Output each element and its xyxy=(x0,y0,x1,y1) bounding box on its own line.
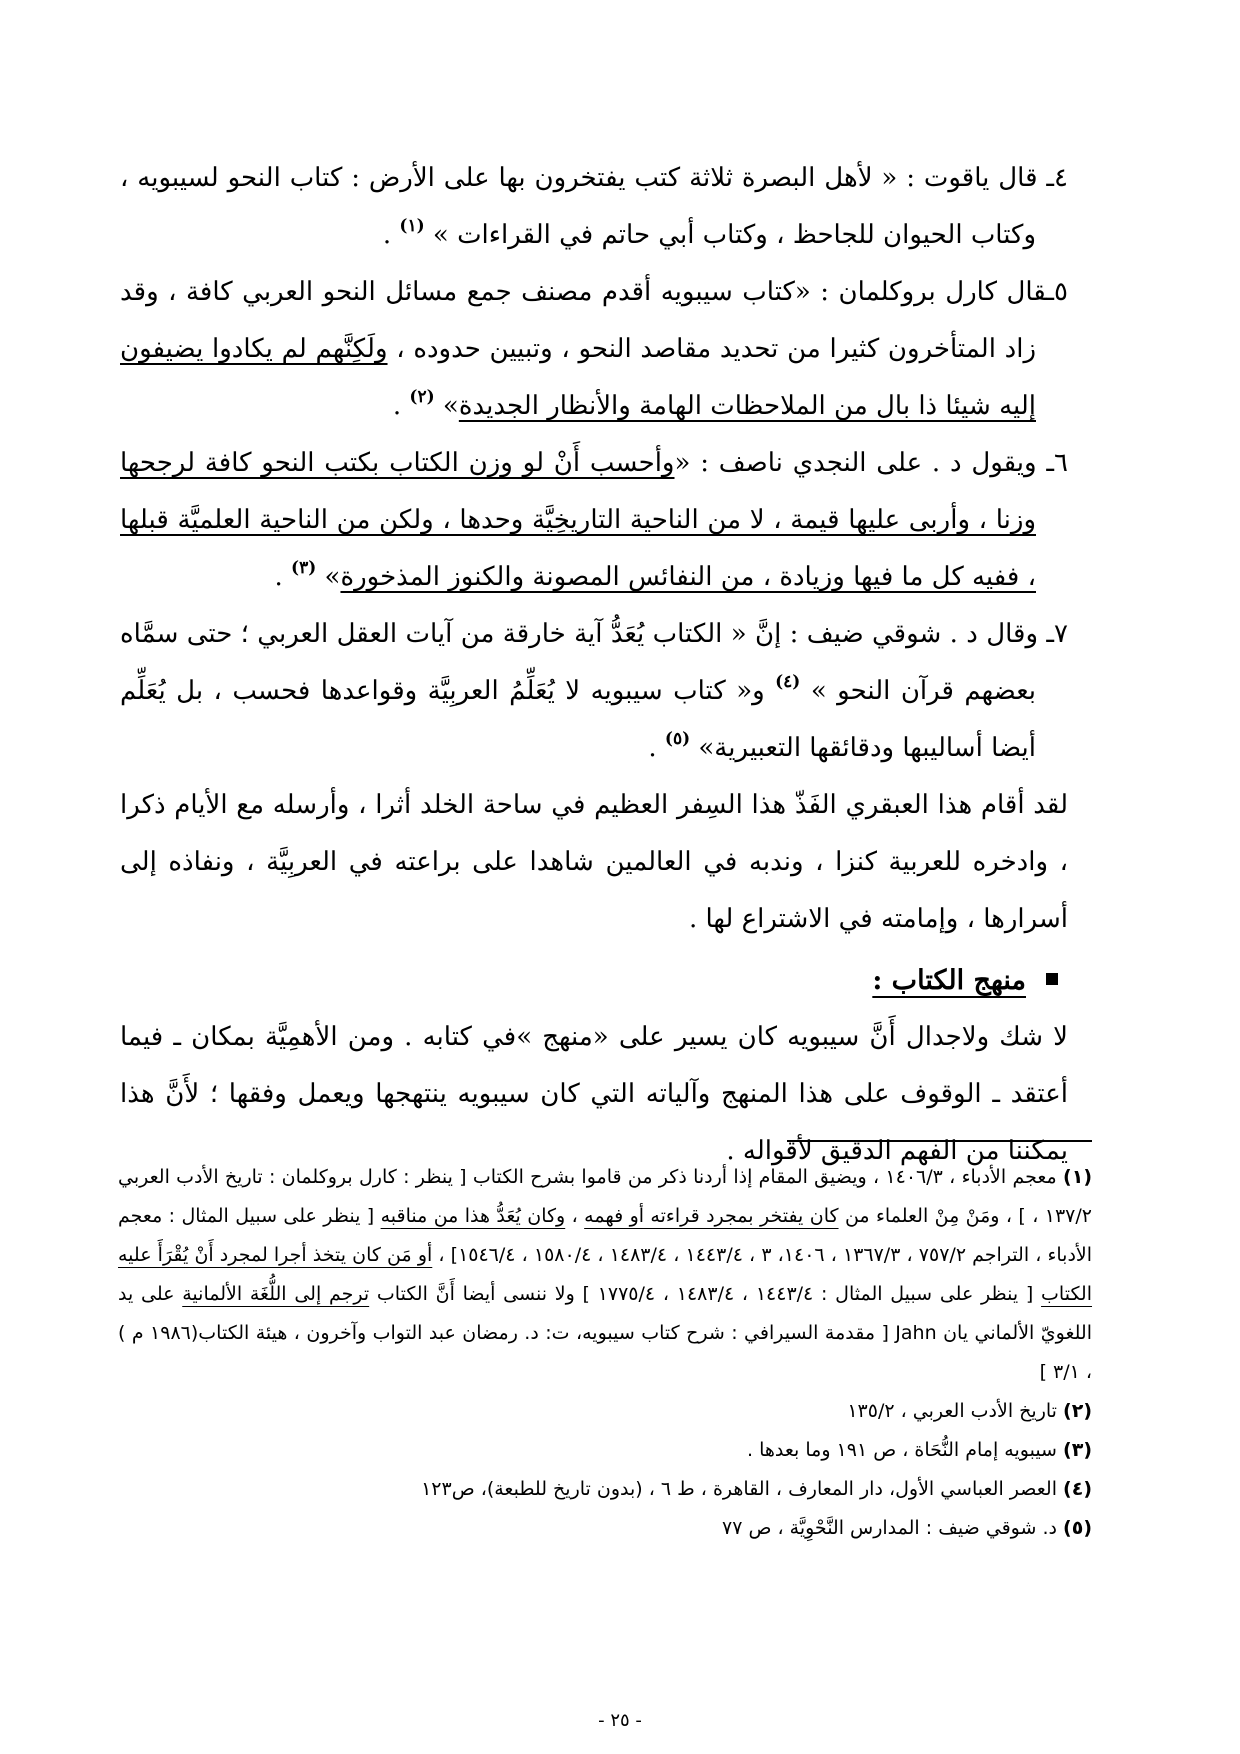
main-text xyxy=(120,150,1068,1180)
footnote-4 xyxy=(118,1470,1092,1509)
quote-item-4 xyxy=(120,150,1068,264)
item-7-end: . xyxy=(648,733,665,763)
footnote-3-number: (٣) xyxy=(1063,1439,1092,1461)
footnote-4-text: العصر العباسي الأول، دار المعارف ، القاهرة ، ط ٦ ، (بدون تاريخ للطبعة)، ص١٢٣ xyxy=(421,1478,1064,1500)
footnote-1-text-b: ، xyxy=(565,1205,585,1227)
footnote-1-underline-3: أو مَن كان يتخذ أجرا لمجرد أَنْ يُقْرَأَ عليه الكتاب xyxy=(118,1244,1093,1305)
paragraph-1: لقد أقام هذا العبقري الفَذّ هذا السِفر العظيم في ساحة الخلد أثرا ، وأرسله مع الأيام ذكرا ، وادخره للعربية كنزا ، وندبه في العالمين شاهدا على براعته في العربِيَّة ، ونفاذه إلى أسرارها ، وإمامته في الاشتراع لها . xyxy=(120,790,1068,934)
item-4-end: . xyxy=(382,220,400,250)
footnote-separator xyxy=(787,1140,1092,1142)
footnote-3-text: سيبويه إمام النُّحَاة ، ص ١٩١ وما بعدها . xyxy=(747,1439,1064,1461)
item-5-end: . xyxy=(392,391,410,421)
item-6-close-quote: » xyxy=(324,562,341,592)
footnotes xyxy=(118,1158,1092,1548)
footnote-1-number: (١) xyxy=(1063,1166,1092,1188)
footnote-2-text: تاريخ الأدب العربي ، ١٣٥/٢ xyxy=(847,1400,1064,1422)
paragraph-2: لا شك ولاجدال أَنَّ سيبويه كان يسير على «منهج »في كتابه . ومن الأهمِيَّة بمكان ـ فيما أعتقد ـ الوقوف على هذا المنهج وآلياته التي كان سيبويه ينتهجها ويعمل وفقها ؛ لأَنَّ هذا يمكننا من الفهم الدقيق لأقواله . xyxy=(120,1022,1068,1166)
footnote-5-number: (٥) xyxy=(1063,1517,1092,1539)
footnote-1-text-a: معجم الأدباء ، ١٤٠٦/٣ ، ويضيق المقام إذا أردنا ذكر من قاموا بشرح الكتاب [ ينظر : كارل بروكلمان : تاريخ الأدب العربي ١٣٧/٢ ، ] ، ومَنْ مِنْ العلماء من xyxy=(118,1166,1092,1227)
quote-item-5 xyxy=(120,264,1068,435)
footnote-4-number: (٤) xyxy=(1063,1478,1092,1500)
footnote-1-underline-2: وكان يُعَدُّ هذا من مناقبه xyxy=(380,1205,566,1227)
footnote-2-number: (٢) xyxy=(1063,1400,1092,1422)
item-5-text: ٥ـقال كارل بروكلمان : «كتاب سيبويه أقدم مصنف جمع مسائل النحو العربي كافة ، وقد زاد المتأخرون كثيرا من تحديد مقاصد النحو ، وتبيين حدوده ، xyxy=(120,277,1068,364)
footnote-ref-2[interactable]: (٢) xyxy=(409,387,435,407)
footnote-1 xyxy=(118,1158,1092,1392)
item-6-underlined: وأحسب أَنْ لو وزن الكتاب بكتب النحو كافة لرجحها وزنا ، وأربى عليها قيمة ، لا من الناحية التاريخِيَّة وحدها ، ولكن من الناحية العلميَّة قبلها ، ففيه كل ما فيها وزيادة ، من النفائس المصونة والكنوز المذخورة xyxy=(120,448,1036,592)
section-heading xyxy=(120,952,1068,1009)
item-5-underlined: ولَكِنَّهم لم يكادوا يضيفون إليه شيئا ذا بال من الملاحظات الهامة والأنظار الجديدة xyxy=(120,334,1036,421)
footnote-1-underline-4: ترجم إلى اللُّغَة الألمانية xyxy=(182,1283,370,1305)
footnote-ref-3[interactable]: (٣) xyxy=(291,558,317,578)
item-7-text-2: و« كتاب سيبويه لا يُعَلِّمُ العربِيَّة وقواعدها فحسب ، بل يُعَلِّم أيضا أساليبها ودقائقها التعبيرية» xyxy=(120,676,1036,763)
square-bullet-icon xyxy=(1046,973,1058,985)
item-4-text: ٤ـ قال ياقوت : « لأهل البصرة ثلاثة كتب يفتخرون بها على الأرض : كتاب النحو لسيبويه ، وكتاب الحيوان للجاحظ ، وكتاب أبي حاتم في القراءات » xyxy=(120,163,1068,250)
item-6-end: . xyxy=(274,562,292,592)
footnote-ref-5[interactable]: (٥) xyxy=(664,729,691,749)
item-6-text: ٦ـ ويقول د . على النجدي ناصف : « xyxy=(674,448,1068,478)
footnote-1-text-c: [ ينظر على سبيل المثال : معجم الأدباء ، التراجم ٧٥٧/٢ ، ١٣٦٧/٣ ، ١٤٠٦، ٣ ، ١٤٤٣/٤ ، ١٤٨٣/٤ ، ١٥٨٠/٤ ، ١٥٤٦/٤] ، xyxy=(118,1205,1093,1266)
footnote-5 xyxy=(118,1509,1092,1548)
footnote-1-underline-1: كان يفتخر بمجرد قراءته أو فهمه xyxy=(584,1205,839,1227)
quote-item-6 xyxy=(120,435,1068,606)
footnote-1-text-d: [ ينظر على سبيل المثال : ١٤٤٣/٤ ، ١٤٨٣/٤ ، ١٧٧٥/٤ ] ولا ننسى أيضا أَنَّ الكتاب xyxy=(369,1283,1042,1305)
quote-item-7 xyxy=(120,606,1068,777)
footnote-2 xyxy=(118,1392,1092,1431)
footnote-5-text: د. شوقي ضيف : المدارس النَّحْوِيَّة ، ص ٧٧ xyxy=(722,1517,1064,1539)
footnote-ref-4[interactable]: (٤) xyxy=(775,672,801,692)
item-7-text: ٧ـ وقال د . شوقي ضيف : إنَّ « الكتاب يُعَدُّ آية خارقة من آيات العقل العربي ؛ حتى سمَّاه بعضهم قرآن النحو » xyxy=(120,619,1068,706)
footnote-1-text-e: على يد اللغويّ الألماني يان Jahn [ مقدمة السيرافي : شرح كتاب سيبويه، ت: د. رمضان عبد التواب وآخرون ، هيئة الكتاب(١٩٨٦ م ) ، ٣/١ ] xyxy=(118,1283,1092,1383)
item-5-close-quote: » xyxy=(442,391,459,421)
section-heading-text: منهج الكتاب : xyxy=(872,965,1026,996)
footnote-ref-1[interactable]: (١) xyxy=(399,216,425,236)
footnote-3 xyxy=(118,1431,1092,1470)
page-number: - ٢٥ - xyxy=(598,1710,642,1731)
